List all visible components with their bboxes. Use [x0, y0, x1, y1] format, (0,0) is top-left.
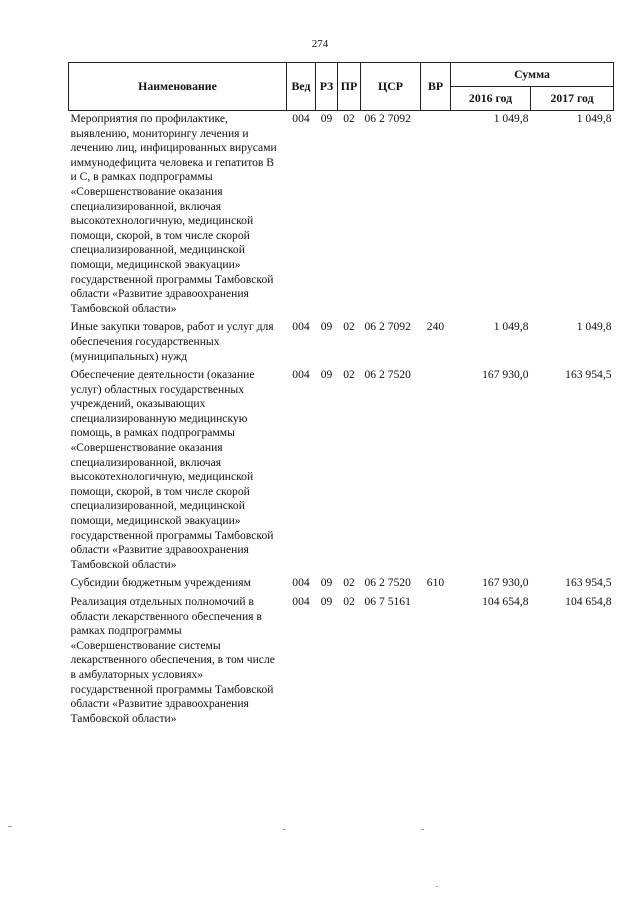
- scan-speck: [421, 829, 424, 830]
- row-vr: 240: [426, 320, 445, 334]
- scan-speck: [8, 826, 12, 827]
- scan-speck: [436, 886, 438, 887]
- row-csr: 06 2 7092: [364, 112, 411, 125]
- row-csr: 06 7 5161: [364, 595, 411, 608]
- table-row: [69, 576, 614, 595]
- table-row: [69, 320, 614, 368]
- row-ved: 004: [292, 112, 310, 125]
- row-rz: 09: [320, 576, 333, 590]
- row-name: Мероприятия по профилактике, выявлению, мониторингу лечения и лечению лиц, инфицированных вирусами иммунодефицита человека и гепатитов В и С, в рамках подпрограммы «Совершенствование оказания специализированной, включая высокотехнологичную, медицинской помощи, скорой, в том числе скорой специализированной, медицинской помощи, медицинской эвакуации» государственной программы Тамбовской области «Развитие здравоохранения Тамбовской области»: [70, 112, 277, 315]
- row-name: Иные закупки товаров, работ и услуг для обеспечения государственных (муниципальных) нужд: [70, 320, 274, 363]
- header-vr: ВР: [421, 63, 451, 111]
- row-rz: 09: [320, 112, 333, 125]
- row-sum-2016: 1 049,8: [493, 320, 529, 334]
- header-name: Наименование: [69, 63, 287, 111]
- row-name: Реализация отдельных полномочий в области лекарственного обеспечения в рамках подпрограммы «Совершенствование системы лекарственного обеспечения, в том числе в амбулаторных условиях» государственной программы Тамбовской области «Развитие здравоохранения Тамбовской области»: [70, 595, 275, 725]
- row-csr: 06 2 7092: [364, 320, 411, 334]
- row-sum-2016: 1 049,8: [493, 112, 529, 125]
- row-vr: [421, 595, 451, 726]
- row-sum-2017: 1 049,8: [576, 320, 612, 334]
- row-rz: 09: [320, 320, 333, 334]
- header-year-2016: 2016 год: [451, 87, 531, 111]
- row-sum-2016: 167 930,0: [482, 576, 529, 590]
- header-ved: Вед: [287, 63, 316, 111]
- row-pr: 02: [343, 320, 355, 334]
- row-sum-2017: 1 049,8: [576, 112, 612, 125]
- header-rz: РЗ: [316, 63, 338, 111]
- row-vr: [421, 111, 451, 321]
- row-ved: 004: [292, 368, 310, 382]
- row-pr: 02: [343, 595, 355, 608]
- row-ved: 004: [292, 576, 310, 590]
- budget-table: [68, 62, 614, 726]
- header-pr: ПР: [338, 63, 361, 111]
- row-pr: 02: [343, 112, 355, 125]
- table-row: [69, 595, 614, 726]
- row-name: Обеспечение деятельности (оказание услуг) областных государственных учреждений, оказывающих специализированную медицинскую помощь, в рамках подпрограммы «Совершенствование оказания специализированной, включая высокотехнологичную, медицинской помощи, скорой, в том числе скорой специализированной, медицинской помощи, медицинской эвакуации» государственной программы Тамбовской области «Развитие здравоохранения Тамбовской области»: [70, 368, 274, 571]
- table-row: [69, 111, 614, 321]
- row-sum-2016: 167 930,0: [482, 368, 529, 382]
- row-sum-2017: 104 654,8: [565, 595, 612, 608]
- row-csr: 06 2 7520: [364, 368, 411, 382]
- page-number: 274: [311, 38, 329, 50]
- row-pr: 02: [343, 368, 355, 382]
- header-sum: Сумма: [451, 63, 614, 87]
- row-rz: 09: [320, 368, 333, 382]
- row-vr: 610: [426, 576, 445, 590]
- row-pr: 02: [343, 576, 355, 590]
- row-name: Субсидии бюджетным учреждениям: [70, 576, 251, 590]
- row-sum-2017: 163 954,5: [565, 576, 612, 590]
- scan-speck: [283, 829, 286, 830]
- row-ved: 004: [292, 320, 310, 334]
- table-header: [69, 63, 614, 111]
- row-vr: [421, 368, 451, 576]
- row-sum-2017: 163 954,5: [565, 368, 612, 382]
- row-sum-2016: 104 654,8: [482, 595, 529, 608]
- row-rz: 09: [320, 595, 333, 608]
- table-row: [69, 368, 614, 576]
- header-year-2017: 2017 год: [531, 87, 614, 111]
- row-ved: 004: [292, 595, 310, 608]
- header-csr: ЦСР: [361, 63, 421, 111]
- row-csr: 06 2 7520: [364, 576, 411, 590]
